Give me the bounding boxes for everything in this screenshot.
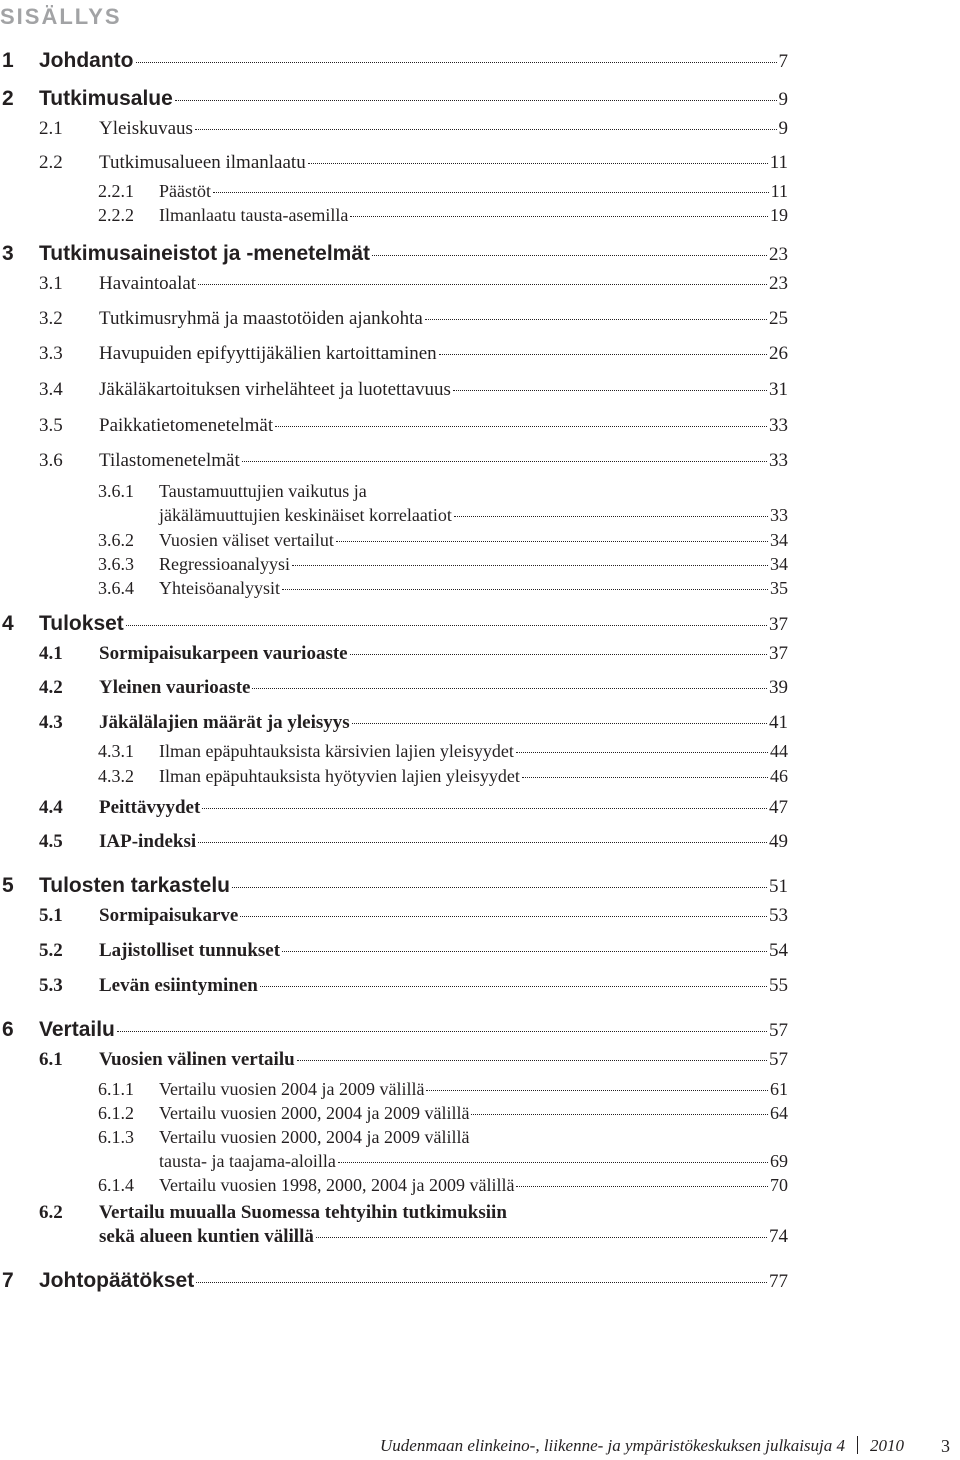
toc-page-number: 44: [770, 741, 788, 761]
toc-page-number: 49: [769, 831, 788, 852]
toc-entry[interactable]: [0, 765, 960, 787]
toc-page-number: 34: [770, 530, 788, 550]
toc-entry[interactable]: [0, 974, 960, 998]
toc-entry[interactable]: [0, 1102, 960, 1124]
toc-page-number: 47: [769, 797, 788, 818]
dot-leader: [292, 565, 768, 566]
toc-entry[interactable]: [0, 180, 960, 202]
toc-title: Yleinen vaurioaste: [99, 677, 251, 698]
toc-entry[interactable]: [0, 241, 960, 267]
dot-leader: [282, 951, 767, 952]
toc-entry[interactable]: [0, 611, 960, 637]
toc-title: Vuosien välinen vertailu: [99, 1049, 295, 1070]
toc-entry[interactable]: [0, 342, 960, 366]
dot-leader: [275, 426, 767, 427]
toc-entry[interactable]: [0, 449, 960, 473]
toc-entry[interactable]: [0, 830, 960, 854]
toc-number: 3: [2, 242, 14, 265]
toc-entry[interactable]: [0, 529, 960, 551]
toc-title: Havupuiden epifyyttijäkälien kartoittaminen: [99, 343, 437, 364]
toc-page-number: 19: [770, 205, 788, 225]
toc-title: Yleiskuvaus: [99, 118, 193, 139]
dot-leader: [522, 777, 768, 778]
toc-page-number: 55: [769, 975, 788, 996]
toc-entry[interactable]: [0, 1078, 960, 1100]
toc-number: 6.1: [39, 1049, 63, 1070]
toc-title: Ilmanlaatu tausta-asemilla: [159, 205, 349, 225]
toc-page-number: 41: [769, 712, 788, 733]
toc-entry[interactable]: [0, 272, 960, 296]
dot-leader: [308, 163, 768, 164]
toc-page-number: 25: [769, 308, 788, 329]
toc-entry[interactable]: [0, 204, 960, 226]
toc-page-number: 70: [770, 1175, 788, 1195]
toc-page-number: 35: [770, 578, 788, 598]
toc-page-number: 11: [770, 181, 788, 201]
toc-page-number: 74: [769, 1226, 788, 1247]
toc-entry[interactable]: [0, 904, 960, 928]
toc-title: Vertailu vuosien 2000, 2004 ja 2009 välillä: [159, 1127, 470, 1147]
toc-title: Vertailu vuosien 2000, 2004 ja 2009 välillä: [159, 1103, 470, 1123]
toc-number: 6.2: [39, 1202, 63, 1223]
dot-leader: [282, 589, 768, 590]
toc-title: Vertailu vuosien 2004 ja 2009 välillä: [159, 1079, 425, 1099]
toc-number: 4.2: [39, 677, 63, 698]
toc-entry[interactable]: [0, 1201, 960, 1225]
toc-number: 3.5: [39, 415, 63, 436]
toc-page-number: 23: [769, 273, 788, 294]
toc-number: 3.3: [39, 343, 63, 364]
toc-number: 2.2: [39, 152, 63, 173]
toc-number: 5.1: [39, 905, 63, 926]
toc-entry-continuation[interactable]: [0, 504, 960, 526]
dot-leader: [297, 1060, 767, 1061]
toc-title: IAP-indeksi: [99, 831, 197, 852]
toc-page-number: 33: [769, 415, 788, 436]
toc-page-number: 54: [769, 940, 788, 961]
page-title: SISÄLLYS: [0, 4, 122, 29]
toc-title: Tutkimusalue: [39, 87, 173, 110]
toc-number: 2: [2, 87, 14, 110]
toc-title: Paikkatietomenetelmät: [99, 415, 274, 436]
toc-number: 6.1.3: [98, 1127, 134, 1147]
toc-entry-continuation[interactable]: [0, 1150, 960, 1172]
page-number: 3: [941, 1436, 950, 1456]
toc-number: 4.3: [39, 712, 63, 733]
toc-title: Lajistolliset tunnukset: [99, 940, 281, 961]
dot-leader: [453, 390, 767, 391]
toc-page-number: 23: [769, 244, 788, 265]
dot-leader: [260, 986, 767, 987]
toc-page-number: 37: [769, 643, 788, 664]
toc-title: Päästöt: [159, 181, 211, 201]
toc-entry-continuation[interactable]: [0, 1225, 960, 1249]
dot-leader: [202, 808, 767, 809]
toc-title: Tutkimusryhmä ja maastotöiden ajankohta: [99, 308, 423, 329]
toc-entry[interactable]: [0, 48, 960, 74]
toc-entry[interactable]: [0, 117, 960, 141]
toc-number: 4.4: [39, 797, 63, 818]
toc-entry[interactable]: [0, 307, 960, 331]
toc-title: Jäkäläkartoituksen virhelähteet ja luotettavuus: [99, 379, 451, 400]
toc-page-number: 69: [770, 1151, 788, 1171]
toc-entry[interactable]: [0, 939, 960, 963]
footer-year: 2010: [870, 1436, 905, 1455]
toc-entry[interactable]: [0, 1017, 960, 1043]
toc-page-number: 57: [769, 1020, 788, 1041]
toc-number: 6.1.1: [98, 1079, 134, 1099]
dot-leader: [425, 319, 767, 320]
toc-entry[interactable]: [0, 1174, 960, 1196]
toc-number: 3.6.3: [98, 554, 134, 574]
toc-entry[interactable]: [0, 378, 960, 402]
dot-leader: [213, 192, 769, 193]
page-footer: [380, 1436, 950, 1456]
toc-title: Peittävyydet: [99, 797, 201, 818]
toc-page-number: 53: [769, 905, 788, 926]
toc-page-number: 34: [770, 554, 788, 574]
toc-number: 3.6: [39, 450, 63, 471]
dot-leader: [198, 842, 767, 843]
toc-title: Taustamuuttujien vaikutus ja: [159, 481, 367, 501]
dot-leader: [195, 129, 777, 130]
toc-title: Tilastomenetelmät: [99, 450, 240, 471]
dot-leader: [242, 461, 767, 462]
toc-number: 1: [2, 49, 14, 72]
toc-title: Vertailu: [39, 1018, 115, 1041]
dot-leader: [516, 752, 768, 753]
toc-number: 4: [2, 612, 14, 635]
toc-page-number: 37: [769, 614, 788, 635]
toc-title: Johtopäätökset: [39, 1269, 195, 1292]
toc-entry[interactable]: [0, 553, 960, 575]
toc-number: 3.6.2: [98, 530, 134, 550]
dot-leader: [316, 1237, 767, 1238]
dot-leader: [350, 216, 768, 217]
footer-separator: [857, 1436, 858, 1454]
toc-title-continued: sekä alueen kuntien välillä: [99, 1226, 314, 1247]
toc-number: 7: [2, 1269, 14, 1292]
toc-number: 5.2: [39, 940, 63, 961]
footer-publication: Uudenmaan elinkeino-, liikenne- ja ympäristökeskuksen julkaisuja 4: [380, 1436, 846, 1455]
toc-entry[interactable]: [0, 642, 960, 666]
dot-leader: [471, 1114, 768, 1115]
toc-entry[interactable]: [0, 86, 960, 112]
toc-title: Regressioanalyysi: [159, 554, 290, 574]
toc-number: 3.1: [39, 273, 63, 294]
dot-leader: [338, 1162, 768, 1163]
toc-entry[interactable]: [0, 711, 960, 735]
toc-entry[interactable]: [0, 676, 960, 700]
toc-entry[interactable]: [0, 1268, 960, 1294]
toc-title: Tutkimusalueen ilmanlaatu: [99, 152, 306, 173]
toc-page-number: 57: [769, 1049, 788, 1070]
dot-leader: [126, 625, 767, 626]
dot-leader: [240, 916, 767, 917]
dot-leader: [336, 541, 768, 542]
toc-entry[interactable]: [0, 1126, 960, 1148]
dot-leader: [136, 62, 777, 63]
toc-entry[interactable]: [0, 480, 960, 502]
toc-title-continued: jäkälämuuttujien keskinäiset korrelaatiot: [159, 505, 452, 525]
toc-title: Vuosien väliset vertailut: [159, 530, 334, 550]
toc-number: 2.2.1: [98, 181, 134, 201]
toc-page-number: 33: [770, 505, 788, 525]
toc-title: Tulokset: [39, 612, 124, 635]
toc-number: 4.5: [39, 831, 63, 852]
toc-page-number: 31: [769, 379, 788, 400]
toc-number: 6: [2, 1018, 14, 1041]
toc-page-number: 77: [769, 1271, 788, 1292]
toc-number: 2.2.2: [98, 205, 134, 225]
toc-title: Vertailu vuosien 1998, 2000, 2004 ja 2009 välillä: [159, 1175, 515, 1195]
toc-title: Ilman epäpuhtauksista kärsivien lajien yleisyydet: [159, 741, 514, 761]
toc-page-number: 51: [769, 876, 788, 897]
toc-entry[interactable]: [0, 414, 960, 438]
dot-leader: [175, 100, 777, 101]
dot-leader: [372, 255, 767, 256]
toc-page-number: 7: [778, 51, 788, 72]
toc-title: Sormipaisukarve: [99, 905, 239, 926]
dot-leader: [232, 887, 767, 888]
toc-number: 5.3: [39, 975, 63, 996]
toc-page-number: 33: [769, 450, 788, 471]
dot-leader: [252, 688, 767, 689]
dot-leader: [198, 284, 767, 285]
toc-entry[interactable]: [0, 1048, 960, 1072]
toc-number: 2.1: [39, 118, 63, 139]
dot-leader: [350, 654, 767, 655]
toc-title: Havaintoalat: [99, 273, 197, 294]
toc-entry[interactable]: [0, 577, 960, 599]
toc-number: 6.1.2: [98, 1103, 134, 1123]
toc-number: 3.4: [39, 379, 63, 400]
toc-entry[interactable]: [0, 796, 960, 820]
toc-title: Yhteisöanalyysit: [159, 578, 280, 598]
dot-leader: [352, 723, 767, 724]
toc-title: Vertailu muualla Suomessa tehtyihin tutkimuksiin: [99, 1202, 507, 1223]
toc-page-number: 9: [778, 118, 788, 139]
dot-leader: [454, 516, 768, 517]
toc-entry[interactable]: [0, 873, 960, 899]
toc-entry[interactable]: [0, 151, 960, 175]
toc-number: 3.6.1: [98, 481, 134, 501]
toc-number: 5: [2, 874, 14, 897]
toc-number: 4.3.1: [98, 741, 134, 761]
toc-entry[interactable]: [0, 740, 960, 762]
toc-number: 6.1.4: [98, 1175, 134, 1195]
toc-page-number: 11: [769, 152, 788, 173]
toc-title: Tutkimusaineistot ja -menetelmät: [39, 242, 371, 265]
toc-page-number: 39: [769, 677, 788, 698]
toc-page-number: 9: [778, 89, 788, 110]
toc-page-number: 61: [770, 1079, 788, 1099]
toc-title-continued: tausta- ja taajama-aloilla: [159, 1151, 336, 1171]
toc-page-number: 46: [770, 766, 788, 786]
toc-number: 4.1: [39, 643, 63, 664]
toc-title: Tulosten tarkastelu: [39, 874, 230, 897]
dot-leader: [117, 1031, 767, 1032]
dot-leader: [439, 354, 767, 355]
dot-leader: [196, 1282, 767, 1283]
toc-title: Sormipaisukarpeen vaurioaste: [99, 643, 348, 664]
toc-title: Levän esiintyminen: [99, 975, 258, 996]
toc-title: Johdanto: [39, 49, 134, 72]
toc-page-number: 64: [770, 1103, 788, 1123]
dot-leader: [426, 1090, 768, 1091]
toc-page-number: 26: [769, 343, 788, 364]
toc-title: Jäkälälajien määrät ja yleisyys: [99, 712, 350, 733]
toc-number: 4.3.2: [98, 766, 134, 786]
dot-leader: [516, 1186, 768, 1187]
toc-number: 3.2: [39, 308, 63, 329]
toc-number: 3.6.4: [98, 578, 134, 598]
toc-title: Ilman epäpuhtauksista hyötyvien lajien yleisyydet: [159, 766, 520, 786]
